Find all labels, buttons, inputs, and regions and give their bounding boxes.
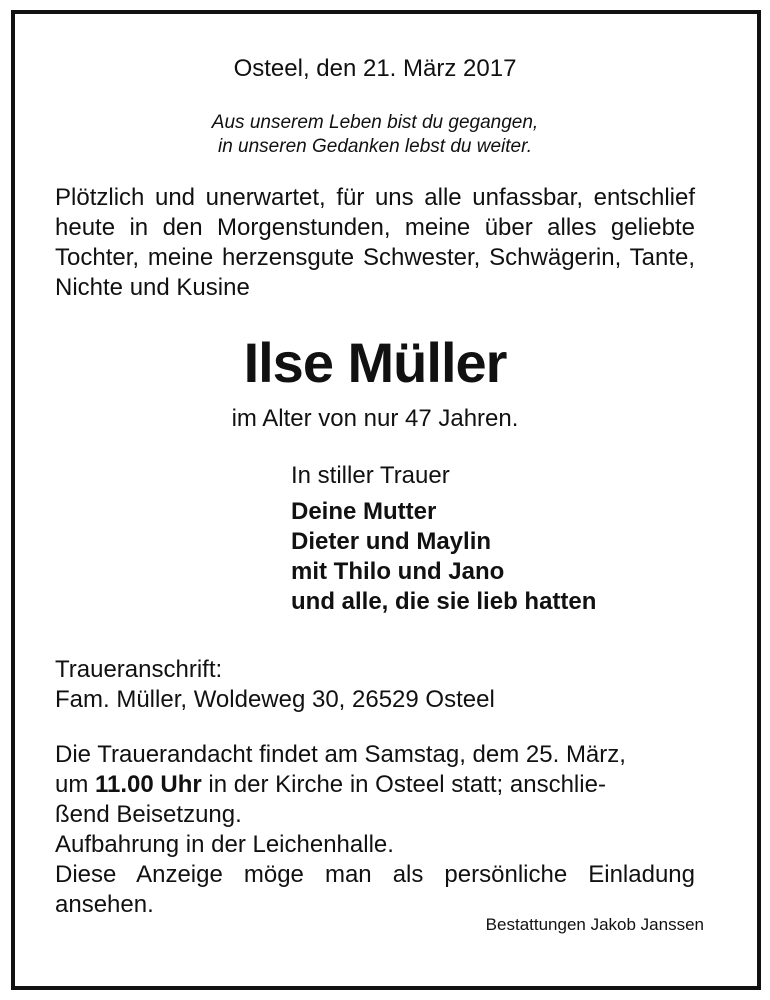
mourners-intro: In stiller Trauer <box>291 462 450 489</box>
deceased-age: im Alter von nur 47 Jahren. <box>231 405 519 432</box>
intro-text: Plötzlich und unerwartet, für uns alle unfassbar, entschlief heute in den Morgenstunden, meine über alles geliebte Tochter, meine herzensgute Schwester, Schwägerin, Tante, Nichte und Kusine <box>55 184 695 301</box>
ceremony-line-3: ßend Beisetzung. <box>55 801 242 828</box>
memorial-quote <box>55 111 695 159</box>
address-value: Fam. Müller, Woldeweg 30, 26529 Osteel <box>55 686 495 713</box>
obituary-content <box>55 55 695 920</box>
ceremony-line-1: Die Trauerandacht findet am Samstag, dem 25. März, <box>55 741 626 768</box>
ceremony-line-2-pre: um <box>55 771 96 798</box>
ceremony-info <box>55 740 695 920</box>
mourners-block <box>291 461 695 617</box>
ceremony-line-2 <box>55 770 695 800</box>
mourners-list <box>291 497 695 617</box>
quote-line-1: Aus unserem Leben bist du gegangen, <box>211 112 539 133</box>
deceased-name: Ilse Müller <box>243 331 507 394</box>
mourning-address <box>55 655 695 715</box>
address-label: Traueranschrift: <box>55 656 223 683</box>
mourner-name: Deine Mutter <box>291 498 437 525</box>
quote-line-2: in unseren Gedanken lebst du weiter. <box>217 136 533 157</box>
mourner-name: mit Thilo und Jano <box>291 558 505 585</box>
mourner-name: und alle, die sie lieb hatten <box>291 588 597 615</box>
viewing-info: Aufbahrung in der Leichenhalle. <box>55 831 394 858</box>
mourner-name: Dieter und Maylin <box>291 528 492 555</box>
place-date: Osteel, den 21. März 2017 <box>233 55 517 82</box>
ceremony-line-2-post: in der Kirche in Osteel statt; anschlie- <box>201 771 606 798</box>
funeral-home: Bestattungen Jakob Janssen <box>485 915 704 934</box>
invitation-note: Diese Anzeige möge man als persönliche Einladung ansehen. <box>55 861 695 918</box>
ceremony-time: 11.00 Uhr <box>95 771 202 798</box>
